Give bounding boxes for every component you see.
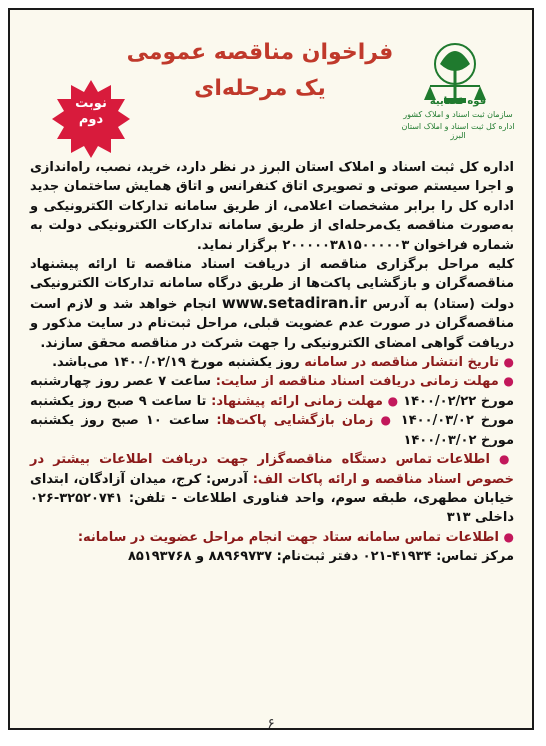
issuing-organization: اداره کل ثبت اسناد و املاک استان البرز <box>260 160 514 175</box>
item-label: مهلت زمانی دریافت اسناد مناقصه از سایت: <box>215 374 499 390</box>
badge-label <box>52 96 130 128</box>
intro-paragraph <box>30 158 514 255</box>
bullet-icon: ● <box>380 413 394 428</box>
registration-text: انجام خواهد شد و لازم است مناقصه‌گران در صورت عدم عضویت قبلی، مراحل ثبت‌نام در سایت مذکور و دریافت گواهی امضای الکترونیکی را جهت شرکت در مناقصه محقق سازند. <box>30 296 514 351</box>
page-number: ۶ <box>267 716 275 730</box>
item-text: ساعت ۱۰ صبح روز یکشنبه مورخ ۱۴۰۰/۰۳/۰۲ <box>30 413 514 448</box>
item-label: تاریخ انتشار مناقصه در سامانه <box>304 355 499 371</box>
tender-ad-box <box>8 8 534 730</box>
ad-title: فراخوان مناقصه عمومی <box>126 40 394 65</box>
item-label: اطلاعات تماس دستگاه مناقصه‌گزار جهت دریافت اطلاعات بیشتر در خصوص اسناد مناقصه و ارائه پاکات الف: <box>30 452 514 487</box>
badge-line-1: نوبت <box>75 96 107 111</box>
item-label: زمان بازگشایی پاکت‌ها: <box>216 413 374 429</box>
logo-text-registry-org: سازمان ثبت اسناد و املاک کشور <box>403 110 513 119</box>
item-text: روز یکشنبه مورخ ۱۴۰۰/۰۲/۱۹ می‌باشد. <box>52 355 305 371</box>
item-label: اطلاعات تماس سامانه ستاد جهت انجام مراحل عضویت در سامانه: <box>77 529 499 545</box>
procedure-paragraph <box>30 255 514 353</box>
logo-text-judiciary: قوه قضاییه <box>429 96 487 107</box>
bullet-icon: ● <box>503 374 514 389</box>
procedure-text: کلیه مراحل برگزاری مناقصه از دریافت اسناد مناقصه تا ارائه پیشنهاد مناقصه‌گران و بازگشایی پاکت‌ها از طریق درگاه سامانه تدارکات الکترونیکی دولت (ستاد) به آدرس <box>30 257 514 312</box>
item-text: تا ساعت ۹ صبح روز یکشنبه مورخ ۱۴۰۰/۰۳/۰۲ <box>30 393 514 429</box>
intro-text: در نظر دارد، خرید، نصب، راه‌اندازی و اجرا سیستم صوتی و تصویری اتاق کنفرانس و اتاق همایش ساختمان جدید اداره کل را برابر مشخصات اعلامی، از طریق سامانه تدارکات الکترونیکی و به‌صورت مناقصه یک‌مرحله‌ای از طریق سامانه تدارکات الکترونیکی دولت به شماره فراخوان ۲۰۰۰۰۰۳۸۱۵۰۰۰۰۰۳ برگزار نماید. <box>30 160 514 253</box>
contact-line: مرکز تماس: ۴۱۹۳۴-۰۲۱ دفتر ثبت‌نام: ۸۸۹۶۹۷۳۷ و ۸۵۱۹۳۷۶۸ <box>127 549 514 565</box>
bullet-icon: ● <box>387 393 399 408</box>
list-item <box>30 372 514 450</box>
logo-text-registry-dept: اداره کل ثبت اسناد و املاک استان البرز <box>401 122 515 140</box>
bullet-icon: ● <box>503 529 514 544</box>
ad-subtitle: یک مرحله‌ای <box>194 76 326 101</box>
list-item <box>30 450 514 528</box>
website-link[interactable]: www.setadiran.ir <box>221 293 367 312</box>
item-text: آدرس: کرج، میدان آزادگان، ابتدای خیابان مطهری، طبقه سوم، واحد فناوری اطلاعات - تلفن: ۳۲۵۲۰۷۴۱-۰۲۶ داخلی ۳۱۳ <box>30 471 514 526</box>
ad-body <box>30 158 514 567</box>
badge-line-2: دوم <box>78 112 104 127</box>
list-item <box>30 528 514 547</box>
item-label: مهلت زمانی ارائه پیشنهاد: <box>211 393 383 409</box>
item-text: ساعت ۷ عصر روز چهارشنبه مورخ ۱۴۰۰/۰۲/۲۲ <box>30 374 514 409</box>
bullet-icon: ● <box>503 355 514 370</box>
list-item <box>30 353 514 372</box>
bullet-icon: ● <box>498 452 514 467</box>
